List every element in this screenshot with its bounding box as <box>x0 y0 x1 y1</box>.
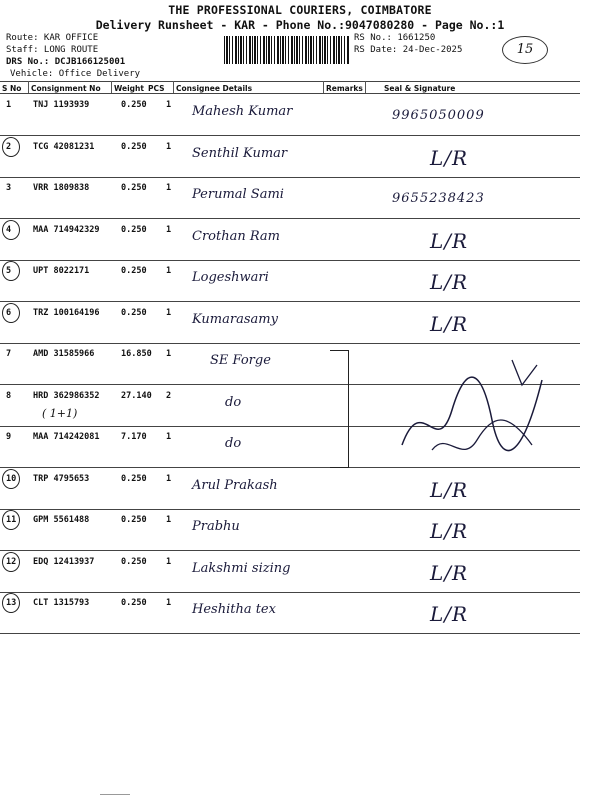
consignee-handwriting: do <box>225 436 242 451</box>
header-top-rule <box>0 81 580 82</box>
document-title: THE PROFESSIONAL COURIERS, COIMBATORE <box>168 3 432 17</box>
pieces-count: 1 <box>166 141 172 152</box>
serial-number: 2 <box>6 141 12 152</box>
serial-number: 6 <box>6 307 12 318</box>
signature-handwriting: L/R <box>430 311 469 336</box>
col-divider <box>111 81 112 93</box>
consignment-number: UPT 8022171 <box>33 266 90 276</box>
serial-number: 4 <box>6 224 12 235</box>
serial-number: 8 <box>6 390 12 401</box>
weight-value: 0.250 <box>121 183 147 193</box>
serial-number: 7 <box>6 349 12 359</box>
col-divider <box>323 81 324 93</box>
consignee-handwriting: Logeshwari <box>192 270 269 285</box>
signature-handwriting: L/R <box>430 519 469 543</box>
serial-number: 5 <box>6 266 12 276</box>
pieces-count: 1 <box>166 183 172 193</box>
serial-number: 10 <box>6 473 17 484</box>
page-mark: 15 <box>502 36 548 64</box>
weight-value: 0.250 <box>121 515 147 525</box>
col-pcs: PCS <box>148 84 165 93</box>
pieces-count: 1 <box>166 556 172 567</box>
drs-label: DRS No.: DCJB166125001 <box>6 57 126 67</box>
consignment-number: HRD 362986352 <box>33 390 100 401</box>
serial-number: 1 <box>6 100 12 110</box>
rs-number: RS No.: 1661250 <box>354 33 436 43</box>
signature-handwriting: L/R <box>430 145 469 170</box>
consignee-handwriting: do <box>225 394 242 410</box>
consignee-handwriting: Heshitha tex <box>192 602 276 617</box>
pieces-count: 1 <box>166 100 172 110</box>
consignee-handwriting: Arul Prakash <box>192 477 278 493</box>
consignment-number: CLT 1315793 <box>33 598 90 608</box>
weight-value: 0.250 <box>121 141 147 152</box>
pieces-count: 2 <box>166 390 172 401</box>
piece-note: ( 1+1) <box>42 406 78 420</box>
signature-handwriting: 9655238423 <box>392 191 485 206</box>
pieces-count: 1 <box>166 515 172 525</box>
consignment-number: MAA 714942329 <box>33 224 100 235</box>
consignee-handwriting: Prabhu <box>192 519 240 534</box>
table-row <box>0 592 580 634</box>
weight-value: 7.170 <box>121 432 147 442</box>
table-row <box>0 468 580 510</box>
shared-signature-scribble <box>392 350 562 470</box>
pieces-count: 1 <box>166 266 172 276</box>
weight-value: 0.250 <box>121 224 147 235</box>
table-row <box>0 94 580 136</box>
meta-right <box>354 32 462 56</box>
table-row <box>0 136 580 178</box>
weight-value: 0.250 <box>121 473 147 484</box>
grouping-brace <box>330 350 349 468</box>
signature-handwriting: L/R <box>430 477 469 502</box>
consignee-handwriting: Lakshmi sizing <box>192 560 291 576</box>
pieces-count: 1 <box>166 432 172 442</box>
serial-number: 9 <box>6 432 12 442</box>
signature-handwriting: L/R <box>430 560 469 585</box>
consignee-handwriting: Perumal Sami <box>192 187 284 202</box>
signature-handwriting: 9965050009 <box>392 108 485 123</box>
pieces-count: 1 <box>166 349 172 359</box>
table-row <box>0 509 580 551</box>
col-divider <box>173 81 174 93</box>
signature-handwriting: L/R <box>430 270 469 294</box>
signature-handwriting: L/R <box>430 228 469 253</box>
serial-number: 11 <box>6 515 17 525</box>
pieces-count: 1 <box>166 598 172 608</box>
consignment-number: EDQ 12413937 <box>33 556 95 567</box>
consignment-number: MAA 714242081 <box>33 432 100 442</box>
weight-value: 0.250 <box>121 556 147 567</box>
weight-value: 0.250 <box>121 266 147 276</box>
table-row <box>0 219 580 261</box>
table-row <box>0 551 580 593</box>
consignee-handwriting: SE Forge <box>210 353 271 368</box>
pieces-count: 1 <box>166 224 172 235</box>
consignment-number: GPM 5561488 <box>33 515 90 525</box>
col-divider <box>28 81 29 93</box>
col-consignee: Consignee Details <box>176 84 253 93</box>
consignment-number: TCG 42081231 <box>33 141 95 152</box>
consignment-number: TNJ 1193939 <box>33 100 90 110</box>
consignee-handwriting: Crothan Ram <box>192 228 281 244</box>
weight-value: 27.140 <box>121 390 152 401</box>
weight-value: 0.250 <box>121 307 147 318</box>
pieces-count: 1 <box>166 307 172 318</box>
consignment-number: TRZ 100164196 <box>33 307 100 318</box>
col-remarks: Remarks <box>326 84 363 93</box>
weight-value: 0.250 <box>121 598 147 608</box>
consignment-number: AMD 31585966 <box>33 349 95 359</box>
barcode-image <box>224 36 350 64</box>
col-divider <box>365 81 366 93</box>
serial-number: 3 <box>6 183 12 193</box>
col-weight: Weight <box>114 84 144 93</box>
meta-left <box>6 32 140 80</box>
rs-date: RS Date: 24-Dec-2025 <box>354 45 463 55</box>
route-label: Route: KAR OFFICE <box>6 33 99 43</box>
vehicle-label: Vehicle: Office Delivery <box>10 69 141 79</box>
pieces-count: 1 <box>166 473 172 484</box>
staff-label: Staff: LONG ROUTE <box>6 45 99 55</box>
table-row <box>0 260 580 302</box>
col-sno: S No <box>2 84 22 93</box>
weight-value: 16.850 <box>121 349 152 359</box>
consignee-handwriting: Mahesh Kumar <box>192 104 293 119</box>
consignment-number: VRR 1809838 <box>33 183 90 193</box>
consignee-handwriting: Senthil Kumar <box>192 145 288 161</box>
consignment-number: TRP 4795653 <box>33 473 90 484</box>
col-seal: Seal & Signature <box>384 84 456 93</box>
col-consignment: Consignment No <box>31 84 101 93</box>
footer-mark <box>100 794 130 795</box>
serial-number: 12 <box>6 556 17 567</box>
signature-handwriting: L/R <box>430 602 469 626</box>
table-row <box>0 302 580 344</box>
document-subtitle: Delivery Runsheet - KAR - Phone No.:9047080280 - Page No.:1 <box>95 18 505 32</box>
serial-number: 13 <box>6 598 17 608</box>
table-row <box>0 177 580 219</box>
consignee-handwriting: Kumarasamy <box>192 311 278 327</box>
weight-value: 0.250 <box>121 100 147 110</box>
